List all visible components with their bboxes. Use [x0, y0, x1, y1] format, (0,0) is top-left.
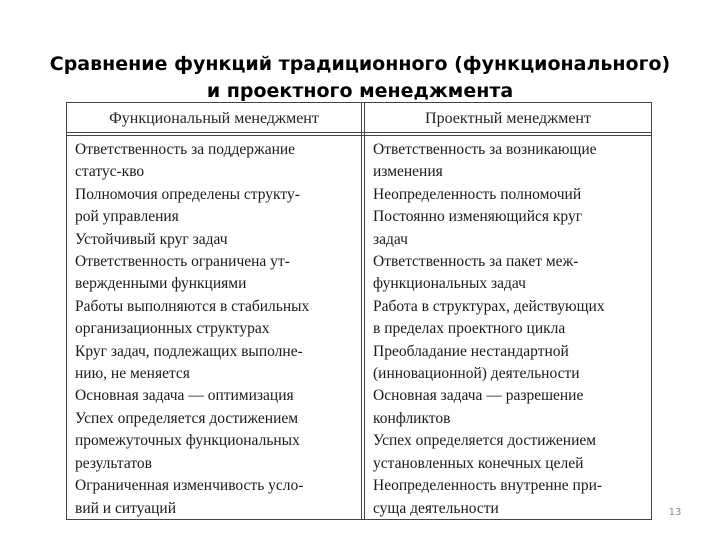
project-item — [373, 184, 649, 206]
column-divider — [361, 103, 365, 519]
functional-item — [75, 408, 357, 475]
functional-item-line: Устойчивый круг задач — [75, 230, 228, 248]
functional-item — [75, 475, 357, 520]
functional-item-line: Ограниченная изменчивость усло- — [75, 477, 304, 495]
page-number: 13 — [668, 507, 682, 518]
project-item-line: Основная задача — разрешение — [373, 387, 584, 405]
functional-item — [75, 385, 357, 407]
project-item — [373, 430, 649, 475]
functional-item-line: промежуточных функциональных — [75, 432, 300, 450]
functional-item-line: статус-кво — [75, 163, 145, 181]
functional-item-line: рой управления — [75, 208, 179, 226]
comparison-table — [66, 102, 652, 520]
project-item-line: Ответственность за пакет меж- — [373, 253, 579, 271]
functional-column — [75, 139, 357, 520]
functional-item-line: результатов — [75, 454, 152, 472]
page-title — [0, 51, 720, 105]
functional-item — [75, 229, 357, 251]
project-item — [373, 139, 649, 184]
functional-item-line: вержденными функциями — [75, 275, 247, 293]
functional-item-line: Ответственность за поддержание — [75, 141, 296, 158]
project-item-line: в пределах проектного цикла — [373, 320, 566, 338]
project-item-line: (инновационной) деятельности — [373, 365, 580, 383]
project-column — [373, 139, 649, 520]
functional-item — [75, 296, 357, 341]
project-item — [373, 251, 649, 296]
project-item-line: задач — [373, 230, 408, 248]
project-item-line: установленных конечных целей — [373, 454, 584, 472]
functional-item-line: Круг задач, подлежащих выполне- — [75, 342, 303, 360]
project-item — [373, 475, 649, 520]
project-item-line: Преобладание нестандартной — [373, 342, 569, 360]
functional-item-line: нию, не меняется — [75, 365, 190, 383]
project-item — [373, 385, 649, 430]
project-item — [373, 296, 649, 341]
project-item — [373, 206, 649, 251]
functional-item-line: Ответственность ограничена ут- — [75, 253, 290, 271]
functional-item — [75, 251, 357, 296]
header-divider — [67, 132, 651, 136]
page-title-line: Сравнение функций традиционного (функционального) — [49, 52, 671, 75]
functional-item — [75, 341, 357, 386]
project-item-line: Успех определяется достижением — [373, 432, 597, 450]
functional-item-line: Успех определяется достижением — [75, 409, 299, 427]
project-item-line: функциональных задач — [373, 275, 526, 293]
functional-item-line: вий и ситуаций — [75, 499, 177, 517]
project-item-line: Постоянно изменяющийся круг — [373, 208, 583, 226]
functional-item — [75, 184, 357, 229]
project-item-line: Неопределенность полномочий — [373, 185, 582, 203]
functional-item — [75, 139, 357, 184]
functional-item-line: Полномочия определены структу- — [75, 185, 300, 203]
project-item — [373, 341, 649, 386]
functional-item-line: Работы выполняются в стабильных — [75, 297, 310, 315]
project-item-line: изменения — [373, 163, 443, 181]
project-item-line: Неопределенность внутренне при- — [373, 477, 603, 495]
project-item-line: Работа в структурах, действующих — [373, 297, 605, 315]
project-item-line: конфликтов — [373, 409, 451, 427]
project-item-line: Ответственность за возникающие — [373, 141, 597, 158]
functional-item-line: организационных структурах — [75, 320, 270, 338]
project-item-line: суща деятельности — [373, 499, 499, 517]
page-title-line: и проектного менеджмента — [206, 79, 514, 102]
column-header-project: Проектный менеджмент — [425, 110, 591, 127]
functional-item-line: Основная задача — оптимизация — [75, 387, 294, 405]
column-header-functional: Функциональный менеджмент — [109, 110, 319, 127]
